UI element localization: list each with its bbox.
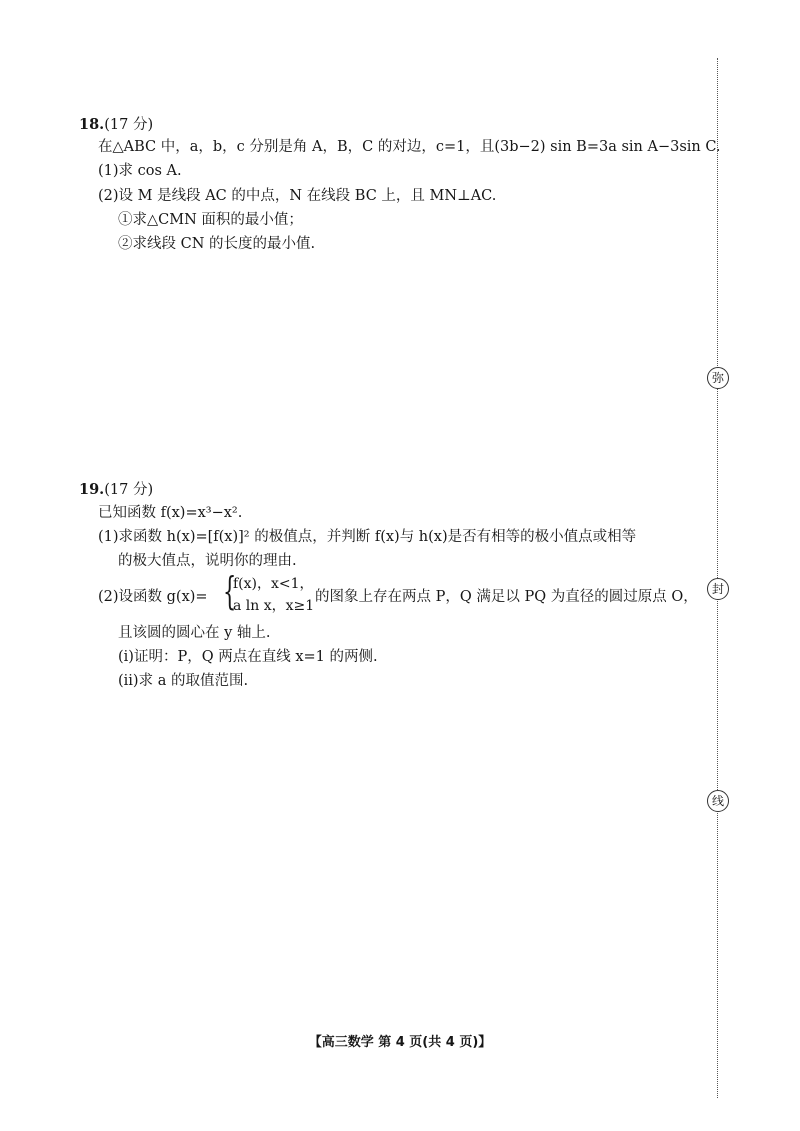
q19-part2-prefix: (2)设函数 g(x)= [98, 589, 208, 605]
q18-sub2: ②求线段 CN 的长度的最小值. [118, 236, 316, 252]
q19-part1-line1: (1)求函数 h(x)=[f(x)]² 的极值点，并判断 f(x)与 h(x)是否有相等的极小值点或相等 [98, 529, 637, 545]
q19-number: 19. [79, 481, 105, 498]
q18-stem: 在△ABC 中，a，b，c 分别是角 A，B，C 的对边，c=1，且(3b−2) sin B=3a sin A−3sin C. [98, 139, 721, 155]
q19-part2-suffix: 的图象上存在两点 P，Q 满足以 PQ 为直径的圆过原点 O， [315, 589, 698, 605]
q18-number: 18. [79, 116, 105, 133]
binding-mark-feng: 封 [707, 578, 729, 600]
q19-header [79, 480, 153, 500]
piecewise-case-2: a ln x，x≥1 [233, 598, 315, 614]
q19-points: (17 分) [104, 482, 154, 498]
q19-sub-i: (ⅰ)证明：P，Q 两点在直线 x=1 的两侧. [118, 649, 378, 665]
binding-mark-xian: 线 [707, 790, 729, 812]
page-footer: 【高三数学 第 4 页(共 4 页)】 [308, 1035, 492, 1050]
q18-header [79, 115, 153, 135]
q19-part1-line2: 的极大值点，说明你的理由. [118, 553, 297, 569]
q18-part1: (1)求 cos A. [98, 163, 182, 179]
piecewise-case-1: f(x)，x<1， [233, 576, 314, 592]
left-brace: { [223, 569, 237, 613]
q18-sub1: ①求△CMN 面积的最小值； [118, 212, 303, 228]
q19-stem: 已知函数 f(x)=x³−x². [98, 505, 243, 521]
q18-points: (17 分) [104, 117, 154, 133]
q19-part2-line2: 且该圆的圆心在 y 轴上. [118, 625, 271, 641]
binding-mark-mi: 弥 [707, 367, 729, 389]
q19-sub-ii: (ⅱ)求 a 的取值范围. [118, 673, 249, 689]
q18-part2: (2)设 M 是线段 AC 的中点，N 在线段 BC 上，且 MN⊥AC. [98, 188, 497, 204]
